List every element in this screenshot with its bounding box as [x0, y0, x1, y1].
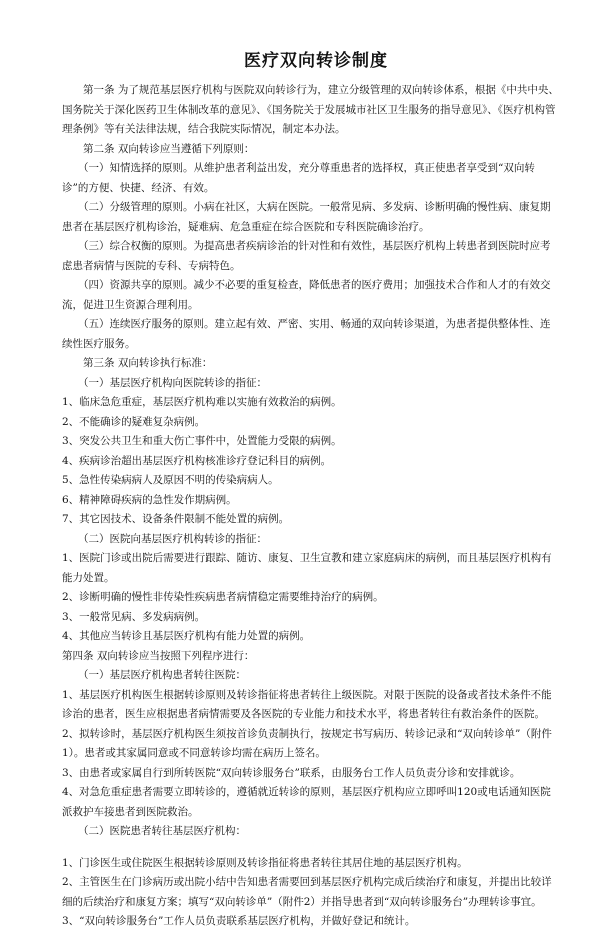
list-item: 3、突发公共卫生和重大伤亡事件中，处置能力受限的病例。	[62, 435, 342, 447]
principle-3: （三）综合权衡的原则。为提高患者疾病诊治的针对性和有效性，基层医疗机构上转患者到医院时应考虑患者病情与医院的专科、专病特色。	[62, 240, 551, 272]
list-item: 7、其它因技术、设备条件限制不能处置的病例。	[62, 513, 290, 525]
section-heading: （二）医院患者转往基层医疗机构：	[78, 825, 246, 837]
section-heading: （二）医院向基层医疗机构转诊的指征：	[78, 532, 267, 545]
list-item: 2、诊断明确的慢性非传染性疾病患者病情稳定需要维持治疗的病例。	[62, 591, 384, 603]
article-1: 第一条 为了规范基层医疗机构与医院双向转诊行为，建立分级管理的双向转诊体系，根据《中共中央、国务院关于深化医药卫生体制改革的意见》、《国务院关于发展城市社区卫生服务的指导意见》、《医疗机构管理条例》等有关法律法规，结合我院实际情况，制定本办法。	[62, 84, 559, 135]
blank-line	[62, 842, 560, 854]
principle-2: （二）分级管理的原则。小病在社区，大病在医院。一般常见病、多发病、诊断明确的慢性病、康复期患者在基层医疗机构诊治，疑难病、危急重症在综合医院和专科医院确诊治疗。	[62, 201, 551, 233]
section-heading: （一）基层医疗机构向医院转诊的指征：	[78, 376, 267, 389]
page-title: 医疗双向转诊制度	[244, 51, 388, 71]
list-item: 1、门诊医生或住院医生根据转诊原则及转诊指征将患者转往其居住地的基层医疗机构。	[62, 856, 468, 869]
list-item: 1、医院门诊或出院后需要进行跟踪、随访、康复、卫生宣教和建立家庭病床的病例，而且基层医疗机构有能力处置。	[62, 552, 552, 584]
list-item: 4、其他应当转诊且基层医疗机构有能力处置的病例。	[62, 630, 311, 642]
list-item: 6、精神障碍疾病的急性发作期病例。	[62, 493, 237, 506]
list-item: 5、急性传染病病人及原因不明的传染病病人。	[62, 474, 279, 486]
list-item: 4、对急危重症患者需要立即转诊的，遵循就近转诊的原则，基层医疗机构应立即呼叫120或电话通知医院派救护车接患者到医院救治。	[62, 786, 551, 818]
list-item: 1、基层医疗机构医生根据转诊原则及转诊指征将患者转往上级医院。对限于医院的设备或者技术条件不能诊治的患者，医生应根据患者病情需要及各医院的专业能力和技术水平，将患者转往有救治条件的医院。	[62, 688, 552, 720]
principle-1: （一）知情选择的原则。从维护患者利益出发，充分尊重患者的选择权，真正使患者享受到“双向转诊”的方便、快捷、经济、有效。	[62, 162, 535, 194]
list-item: 3、一般常见病、多发病病例。	[62, 610, 206, 623]
article-3-heading: 第三条 双向转诊执行标准：	[83, 357, 213, 369]
list-item: 2、主管医生在门诊病历或出院小结中告知患者需要回到基层医疗机构完成后续治疗和康复，并提出比较详细的后续治疗和康复方案；填写“双向转诊单”（附件2）并指导患者到“双向转诊服务台”办理转诊事宜。	[62, 876, 552, 908]
principle-5: （五）连续医疗服务的原则。建立起有效、严密、实用、畅通的双向转诊渠道，为患者提供整体性、连续性医疗服务。	[62, 318, 551, 350]
section-heading: （一）基层医疗机构患者转往医院：	[78, 669, 246, 681]
article-2-heading: 第二条 双向转诊应当遵循下列原则：	[83, 142, 255, 155]
list-item: 2、不能确诊的疑难复杂病例。	[62, 415, 206, 428]
list-item: 3、由患者或家属自行到所转医院“双向转诊服务台”联系，由服务台工作人员负责分诊和安排就诊。	[62, 766, 521, 779]
article-4-heading: 第四条 双向转诊应当按照下列程序进行：	[62, 649, 255, 662]
list-item: 2、拟转诊时，基层医疗机构医生须按首诊负责制执行，按规定书写病历、转诊记录和“双向转诊单”（附件1）。患者或其家属同意或不同意转诊均需在病历上签名。	[62, 727, 552, 759]
list-item: 3、“双向转诊服务台”工作人员负责联系基层医疗机构，并做好登记和统计。	[62, 915, 416, 927]
principle-4: （四）资源共享的原则。减少不必要的重复检查，降低患者的医疗费用；加强技术合作和人才的有效交流，促进卫生资源合理利用。	[62, 279, 551, 311]
list-item: 1、临床急危重症，基层医疗机构难以实施有效救治的病例。	[62, 396, 342, 408]
list-item: 4、疾病诊治超出基层医疗机构核准诊疗登记科目的病例。	[62, 454, 332, 467]
